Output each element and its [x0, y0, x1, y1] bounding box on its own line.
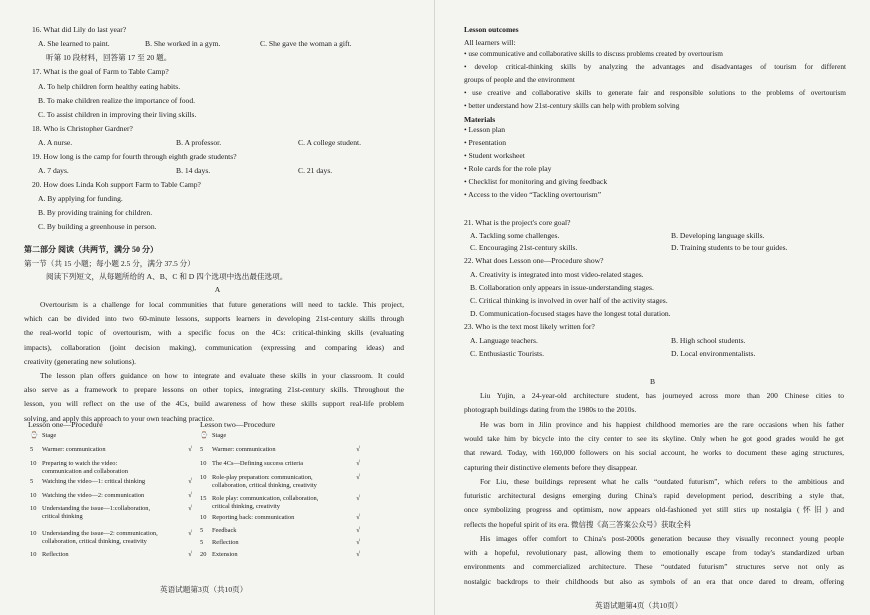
option: D. Local environmentalists. — [671, 349, 756, 358]
text-line: environments and commercialized architecture. These “outdated futurism” structures serve not only as — [464, 562, 844, 572]
option: A. Language teachers. — [470, 336, 538, 345]
option: C. She gave the woman a gift. — [260, 39, 352, 48]
question-21-stem: 21. What is the project's core goal? — [464, 218, 571, 227]
text-line: also serve as a framework to prepare lessons on other topics, integrating 21st-century skills. Throughout the — [24, 385, 404, 395]
section-instruction: 阅读下列短文，从每题所给的 A、B、C 和 D 四个选项中选出最佳选项。 — [46, 272, 288, 281]
passage-b-paragraph-4 — [464, 532, 844, 589]
text-line: creativity (generating new solutions). — [24, 356, 137, 366]
stage: Watching the video—2: communication — [42, 492, 145, 499]
question-18-stem: 18. Who is Christopher Gardner? — [32, 124, 133, 133]
check-mark: √ — [188, 491, 192, 499]
list-item: • Lesson plan — [464, 125, 506, 134]
minutes: 10 — [200, 514, 207, 521]
lesson-one-title: Lesson one—Procedure — [28, 420, 103, 429]
text-line: that reward. Today, with 160,000 followers on his social account, he works to document these aging structures, — [464, 448, 844, 458]
check-mark: √ — [356, 550, 360, 558]
option: B. To make children realize the importance of food. — [38, 96, 196, 105]
text-line: solving, and apply this approach to your own teaching practice. — [24, 413, 215, 423]
minutes: 10 — [200, 474, 207, 481]
list-item: • Student worksheet — [464, 151, 525, 160]
column-header: Stage — [42, 432, 57, 439]
list-item: • Checklist for monitoring and giving feedback — [464, 177, 608, 186]
text-line: lesson, you will reflect on the use of the 4Cs, build awareness of how these skills support real-life problem — [24, 399, 404, 409]
materials-title: Materials — [464, 115, 496, 124]
list-item: • Presentation — [464, 138, 507, 147]
lesson-one-table — [30, 432, 192, 562]
check-mark: √ — [188, 477, 192, 485]
text-line: nostalgic backdrops to their childhoods but also as symbols of an era that once dared to dream, offering — [464, 576, 844, 586]
text-line: reflects the hopeful spirit of its era. 微信搜《高三答案公众号》获取全科 — [464, 519, 692, 529]
stage: Understanding the issue—2: communication, collaboration, critical thinking, creativity — [42, 530, 158, 545]
option: C. By building a greenhouse in person. — [38, 222, 157, 231]
option: C. Critical thinking is involved in over half of the activity stages. — [470, 296, 668, 305]
text-line: Overtourism is a challenge for local communities that future generations will need to tackle. This project, — [40, 300, 404, 309]
check-mark: √ — [356, 459, 360, 467]
minutes: 5 — [200, 446, 204, 453]
text-line: His images offer comfort to China's post-2000s generation because they visually reconnect young people — [480, 534, 844, 543]
question-16 — [32, 23, 126, 36]
list-item: • use communicative and collaborative skills to discuss problems created by overtourism — [464, 49, 723, 58]
text-line: Liu Yujin, a 24-year-old architecture student, has journeyed across more than 200 Chinese cities to — [480, 391, 844, 400]
question-19-stem: 19. How long is the camp for fourth through eighth grade students? — [32, 152, 237, 161]
passage-b-paragraph-3 — [464, 475, 844, 532]
list-item: groups of people and the environment — [464, 75, 575, 84]
outcomes-intro: All learners will: — [464, 38, 516, 47]
minutes: 10 — [30, 505, 37, 512]
text-line: capturing their distinctive elements before they disappear. — [464, 462, 638, 472]
option: C. Encouraging 21st-century skills. — [470, 243, 578, 252]
stage: Feedback — [212, 527, 237, 534]
option: A. By applying for funding. — [38, 194, 123, 203]
clock-icon: ⌚ — [200, 432, 208, 439]
minutes: 5 — [200, 539, 204, 546]
stage: Extension — [212, 551, 238, 558]
stage: Role play: communication, collaboration, critical thinking, creativity — [212, 495, 319, 510]
minutes: 10 — [30, 530, 37, 537]
part-heading: 第二部分 阅读（共两节，满分 50 分） — [24, 245, 158, 254]
list-item: • better understand how 21st-century skills can help with problem solving — [464, 101, 680, 110]
check-mark: √ — [188, 504, 192, 512]
minutes: 5 — [200, 527, 204, 534]
text-line: The lesson plan offers guidance on how to integrate and evaluate these skills in your classroom. It could — [40, 371, 404, 380]
page-footer: 英语试题第4页（共10页） — [595, 601, 683, 610]
stage: Reporting back: communication — [212, 514, 295, 521]
option: D. Training students to be tour guides. — [671, 243, 788, 252]
question-stem: 16. What did Lily do last year? — [32, 25, 127, 34]
option: A. A nurse. — [38, 138, 73, 147]
outcomes-list — [464, 47, 846, 112]
question-23-stem: 23. Who is the text most likely written for? — [464, 322, 595, 331]
clock-icon: ⌚ — [30, 432, 38, 439]
question-22-stem: 22. What does Lesson one—Procedure show? — [464, 256, 604, 265]
list-item: • Access to the video “Tackling overtourism” — [464, 190, 602, 199]
check-mark: √ — [356, 526, 360, 534]
option: B. High school students. — [671, 336, 746, 345]
section-heading: 第一节（共 15 小题；每小题 2.5 分，满分 37.5 分） — [24, 259, 195, 268]
outcomes-title: Lesson outcomes — [464, 25, 519, 34]
stage: Warmer: communication — [212, 446, 276, 453]
option: C. To assist children in improving their living skills. — [38, 110, 197, 119]
check-mark: √ — [356, 473, 360, 481]
minutes: 10 — [200, 460, 207, 467]
stage: Preparing to watch the video: communication and collaboration — [42, 460, 128, 475]
minutes: 15 — [200, 495, 207, 502]
stage: Watching the video—1: critical thinking — [42, 478, 146, 485]
text-line: the real-world topic of overtourism, with a specific focus on the 4Cs: critical-thinking skills (evaluating — [24, 328, 404, 338]
check-mark: √ — [356, 513, 360, 521]
option: B. A professor. — [176, 138, 222, 147]
text-line: impacts), collaboration (joint decision making), communication (expressing and comparing ideas) and — [24, 342, 404, 352]
question-17-stem: 17. What is the goal of Farm to Table Camp? — [32, 67, 169, 76]
stage: Warmer: communication — [42, 446, 106, 453]
stage: Reflection — [42, 551, 69, 558]
passage-a-paragraph-2 — [24, 369, 404, 426]
text-line: futuristic architectural designs emerging during China's rapid development period, describing a style that, — [464, 491, 844, 501]
text-line: photograph buildings dating from the 1980s to the 2010s. — [464, 405, 637, 415]
list-item: • Role cards for the role play — [464, 164, 552, 173]
listening-note: 听第 10 段材料，回答第 17 至 20 题。 — [46, 53, 172, 62]
minutes: 5 — [30, 446, 34, 453]
question-20-stem: 20. How does Linda Koh support Farm to Table Camp? — [32, 180, 201, 189]
materials-list — [464, 123, 607, 201]
option: C. 21 days. — [298, 166, 333, 175]
minutes: 10 — [30, 492, 37, 499]
list-item: • use creative and collaborative skills to generate fair and responsible solutions to the problems of overtourism — [464, 88, 846, 97]
stage: Reflection — [212, 539, 239, 546]
column-header: Stage — [212, 432, 227, 439]
option: B. 14 days. — [176, 166, 211, 175]
text-line: with a hopeful, revolutionary past, allowing them to emotionally escape from today's standardized urban — [464, 548, 844, 558]
minutes: 10 — [30, 551, 37, 558]
text-line: once symbolizing progress and optimism, now appears old-fashioned yet still stirs up nostalgia (怀旧) and — [464, 505, 844, 515]
option: A. 7 days. — [38, 166, 69, 175]
check-mark: √ — [356, 445, 360, 453]
exam-page-4 — [435, 0, 870, 615]
check-mark: √ — [188, 445, 192, 453]
minutes: 20 — [200, 551, 207, 558]
check-mark: √ — [356, 494, 360, 502]
option: B. Collaboration only appears in issue-understanding stages. — [470, 283, 654, 292]
minutes: 5 — [30, 478, 34, 485]
lesson-two-title: Lesson two—Procedure — [200, 420, 276, 429]
option: D. Communication-focused stages have the longest total duration. — [470, 309, 671, 318]
passage-b-paragraph-2 — [464, 418, 844, 475]
option: A. To help children form healthy eating habits. — [38, 82, 181, 91]
option: A. She learned to paint. — [38, 39, 110, 48]
stage: The 4Cs—Defining success criteria — [212, 460, 304, 467]
passage-b-paragraph-1 — [464, 389, 844, 417]
page-footer: 英语试题第3页（共10页） — [160, 585, 248, 594]
stage: Role-play preparation: communication, collaboration, critical thinking, creativity — [212, 474, 317, 489]
passage-a-paragraph-1 — [24, 298, 404, 369]
option: B. Developing language skills. — [671, 231, 765, 240]
option: C. A college student. — [298, 138, 362, 147]
stage: Understanding the issue—1:collaboration, critical thinking — [42, 505, 151, 520]
option: B. By providing training for children. — [38, 208, 153, 217]
passage-letter: A — [214, 285, 221, 294]
check-mark: √ — [188, 529, 192, 537]
list-item: • develop critical-thinking skills by analyzing the advantages and disadvantages of tourism for different — [464, 62, 846, 71]
text-line: would take him by bicycle into the city center to see its skyline. Only when he got good grades would he get — [464, 434, 844, 444]
passage-letter: B — [649, 377, 656, 386]
text-line: For Liu, these buildings represent what he calls “outdated futurism”, which refers to the ambitious and — [480, 477, 844, 486]
option: A. Tackling some challenges. — [470, 231, 560, 240]
option: B. She worked in a gym. — [145, 39, 221, 48]
option: C. Enthusiastic Tourists. — [470, 349, 545, 358]
option: A. Creativity is integrated into most video-related stages. — [470, 270, 644, 279]
minutes: 10 — [30, 460, 37, 467]
text-line: which can be divided into two 60-minute lessons, supports learners in developing 21st-century skills through — [24, 314, 404, 324]
check-mark: √ — [188, 550, 192, 558]
text-line: He was born in Jilin province and his happiest childhood memories are the rare occasions when his father — [480, 420, 844, 429]
lesson-two-table — [200, 432, 360, 562]
check-mark: √ — [356, 538, 360, 546]
